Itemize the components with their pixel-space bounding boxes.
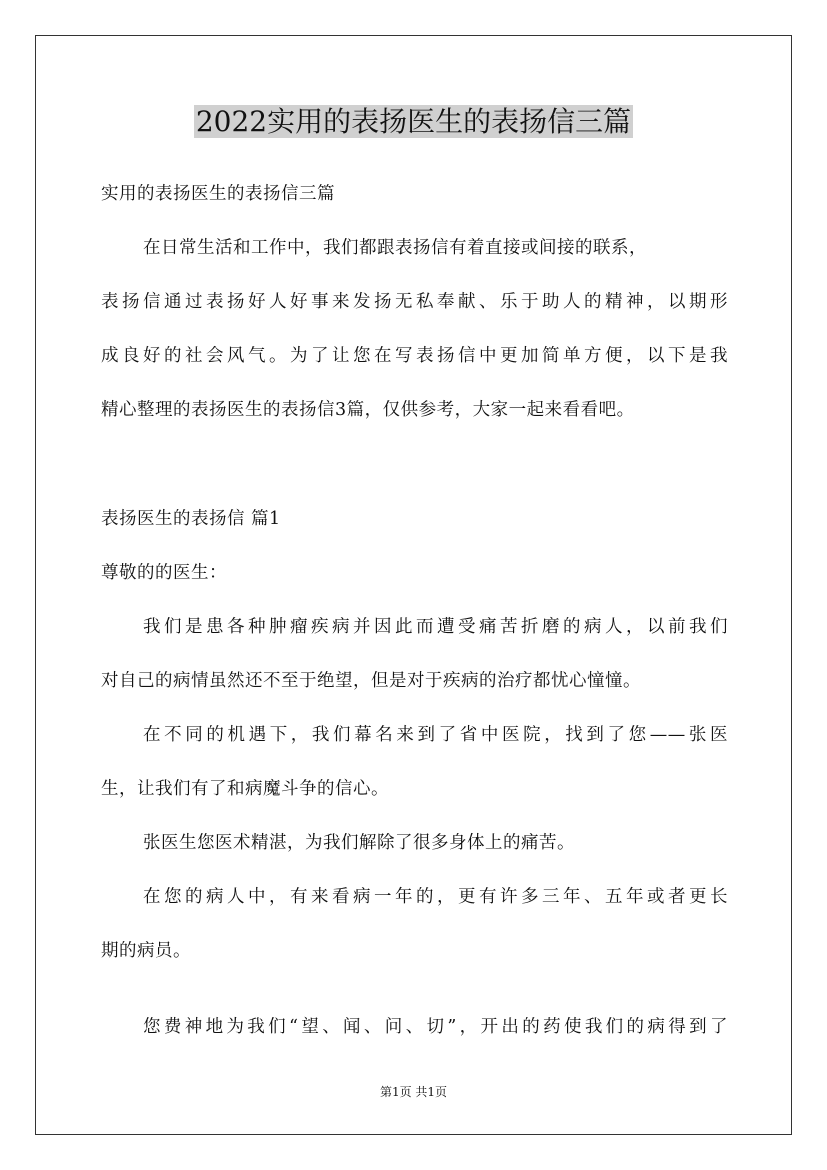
body-line: 期的病员。 (101, 941, 191, 961)
body-line: 对自己的病情虽然还不至于绝望，但是对于疾病的治疗都忧心憧憧。 (101, 671, 641, 691)
page-footer: 第1页 共1页 (379, 1085, 448, 1099)
intro-line: 在日常生活和工作中，我们都跟表扬信有着直接或间接的联系， (143, 238, 647, 258)
body-line: 您费神地为我们“望、闻、问、切”，开出的药使我们的病得到了 (143, 1017, 728, 1037)
intro-line: 表扬信通过表扬好人好事来发扬无私奉献、乐于助人的精神，以期形 (101, 292, 728, 312)
intro-line: 精心整理的表扬医生的表扬信3篇，仅供参考，大家一起来看看吧。 (101, 400, 635, 420)
body-line: 在不同的机遇下，我们幕名来到了省中医院，找到了您——张医 (143, 725, 728, 745)
document-title: 2022实用的表扬医生的表扬信三篇 (195, 105, 632, 138)
intro-line: 成良好的社会风气。为了让您在写表扬信中更加简单方便，以下是我 (101, 346, 728, 366)
document-subtitle: 实用的表扬医生的表扬信三篇 (101, 184, 335, 204)
body-line: 生，让我们有了和病魔斗争的信心。 (101, 779, 389, 799)
body-line: 在您的病人中，有来看病一年的，更有许多三年、五年或者更长 (143, 887, 728, 907)
body-line: 我们是患各种肿瘤疾病并因此而遭受痛苦折磨的病人，以前我们 (143, 617, 728, 637)
section-heading: 表扬医生的表扬信 篇1 (101, 509, 281, 529)
body-line: 张医生您医术精湛，为我们解除了很多身体上的痛苦。 (143, 833, 575, 853)
salutation: 尊敬的的医生： (101, 563, 227, 583)
